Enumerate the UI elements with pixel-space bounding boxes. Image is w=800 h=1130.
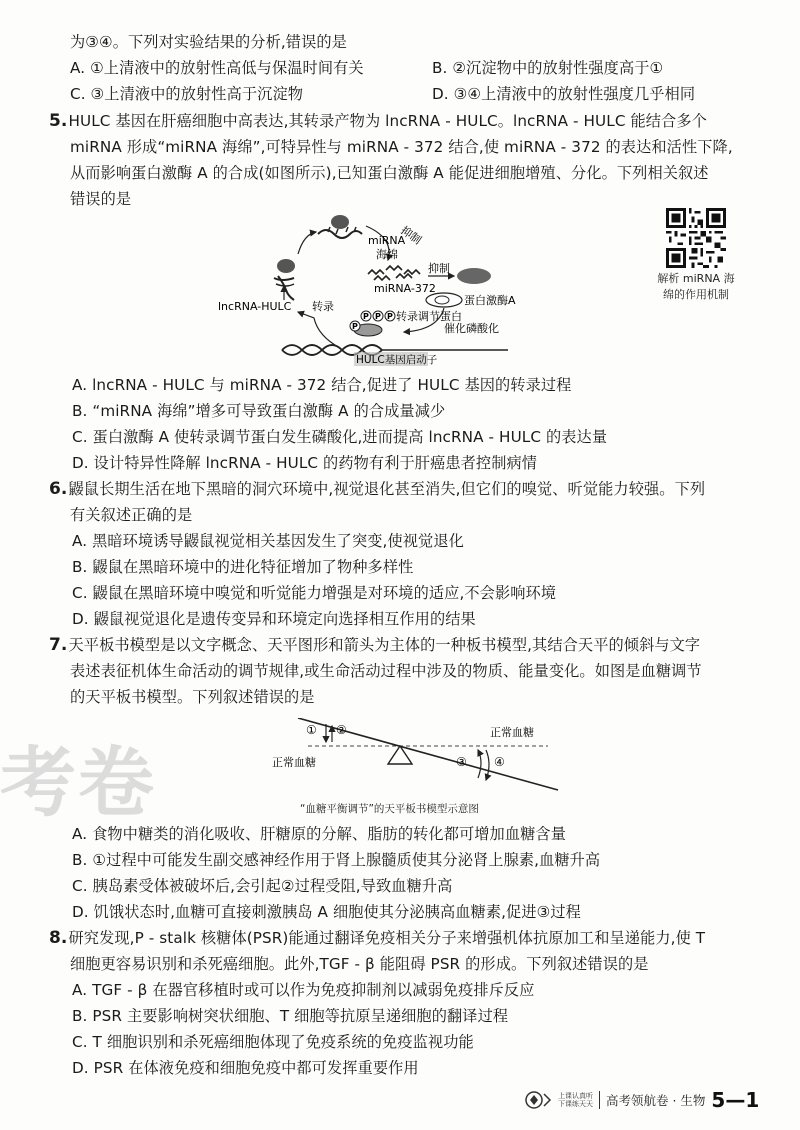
footer-slogan: 上课认真听 下课练天天 — [558, 1092, 593, 1108]
q5-option-d: D. 设计特异性降解 lncRNA - HULC 的药物有利于肝癌患者控制病情 — [72, 454, 538, 472]
fig-promoter-label: HULC基因启动子 — [356, 354, 438, 366]
publisher-logo-icon — [520, 1089, 558, 1111]
q6-number: 6. — [49, 479, 68, 499]
q6-stem-line-1: 6.鼹鼠长期生活在地下黑暗的洞穴环境中,视觉退化甚至消失,但它们的嗅觉、听觉能力较强。下列 — [49, 479, 706, 499]
q6-option-b: B. 鼹鼠在黑暗环境中的进化特征增加了物种多样性 — [72, 558, 414, 576]
mirna-sponge-diagram — [218, 208, 518, 368]
q4-option-a: A. ①上清液中的放射性高低与保温时间有关 — [70, 59, 364, 77]
q8-option-d: D. PSR 在体液免疫和细胞免疫中都可发挥重要作用 — [72, 1059, 419, 1077]
footer-divider — [599, 1091, 600, 1109]
fig-kinase-label: 蛋白激酶A — [464, 294, 516, 307]
q7-option-a: A. 食物中糖类的消化吸收、肝糖原的分解、脂肪的转化都可增加血糖含量 — [72, 825, 566, 843]
svg-text:P: P — [387, 312, 393, 321]
fig-lnc-label: lncRNA-HULC — [218, 300, 292, 313]
q4-stem: 为③④。下列对实验结果的分析,错误的是 — [70, 33, 347, 51]
kinase-a-icon — [426, 293, 462, 307]
phosphate-group-icons — [361, 311, 395, 321]
mirna-372-cluster-icon — [368, 266, 420, 280]
q7-option-d: D. 饥饿状态时,血糖可直接刺激胰岛 A 细胞使其分泌胰高血糖素,促进③过程 — [72, 903, 581, 921]
q4-option-d: D. ③④上清液中的放射性强度几乎相同 — [432, 85, 696, 103]
q5-number: 5. — [49, 111, 68, 131]
svg-text:P: P — [363, 312, 369, 321]
q6-option-a: A. 黑暗环境诱导鼹鼠视觉相关基因发生了突变,使视觉退化 — [72, 532, 464, 550]
q5-option-a: A. lncRNA - HULC 与 miRNA - 372 结合,促进了 HULC 基因的转录过程 — [72, 376, 572, 394]
q8-option-b: B. PSR 主要影响树突状细胞、T 细胞等抗原呈递细胞的翻译过程 — [72, 1007, 509, 1025]
q6-stem-line-2: 有关叙述正确的是 — [70, 506, 193, 524]
q8-stem-line-2: 细胞更容易识别和杀死癌细胞。此外,TGF - β 能阻碍 PSR 的形成。下列叙述错误的是 — [70, 955, 649, 973]
svg-text:P: P — [375, 312, 381, 321]
balance-left-label: 正常血糖 — [272, 756, 316, 769]
q8-number: 8. — [49, 928, 68, 948]
q8-option-a: A. TGF - β 在器官移植时或可以作为免疫抑制剂以减弱免疫排斥反应 — [72, 981, 535, 999]
q7-option-b: B. ①过程中可能发生副交感神经作用于肾上腺髓质使其分泌肾上腺素,血糖升高 — [72, 851, 601, 869]
q7-option-c: C. 胰岛素受体被破坏后,会引起②过程受阻,导致血糖升高 — [72, 877, 453, 895]
footer-title: 高考领航卷 · 生物 — [606, 1093, 706, 1108]
balance-arrow-1: ① — [306, 723, 317, 737]
q5-stem-line-4: 错误的是 — [70, 190, 132, 208]
q5-option-c: C. 蛋白激酶 A 使转录调节蛋白发生磷酸化,进而提高 lncRNA - HULC 的表达量 — [72, 428, 608, 446]
q5-stem-line-1: 5.HULC 基因在肝癌细胞中高表达,其转录产物为 lncRNA - HULC。lncRNA - HULC 能结合多个 — [49, 111, 707, 131]
q4-option-c: C. ③上清液中的放射性高于沉淀物 — [70, 85, 304, 103]
balance-arrow-4: ④ — [494, 755, 505, 769]
qr-code-icon[interactable] — [666, 208, 726, 268]
q5-stem-line-2: miRNA 形成“miRNA 海绵”,可特异性与 miRNA - 372 结合,使 miRNA - 372 的表达和活性下降, — [70, 138, 733, 156]
page-number: 5—1 — [711, 1088, 760, 1112]
fig-phos-label: 催化磷酸化 — [444, 322, 499, 335]
q8-option-c: C. T 细胞识别和杀死癌细胞体现了免疫系统的免疫监视功能 — [72, 1033, 474, 1051]
fig-inhibit-top: 抑制 — [398, 223, 424, 248]
fig-reg-protein: 转录调节蛋白 — [396, 310, 462, 323]
q7-stem-line-3: 的天平板书模型。下列叙述错误的是 — [70, 688, 315, 706]
balance-arrow-3: ③ — [456, 755, 467, 769]
balance-model-diagram — [268, 718, 568, 808]
q7-number: 7. — [49, 635, 68, 655]
fig-sponge-word: 海绵 — [376, 248, 398, 261]
balance-caption: “血糖平衡调节”的天平板书模型示意图 — [300, 803, 479, 815]
balance-right-label: 正常血糖 — [490, 726, 534, 739]
q6-option-c: C. 鼹鼠在黑暗环境中嗅觉和听觉能力增强是对环境的适应,不会影响环境 — [72, 584, 557, 602]
q8-stem-line-1: 8.研究发现,P - stalk 核糖体(PSR)能通过翻译免疫相关分子来增强机体抗原加工和呈递能力,使 T — [49, 928, 706, 948]
watermark: 考卷 — [0, 738, 156, 827]
page-footer — [520, 1088, 759, 1112]
sponge-top-icon — [318, 215, 362, 238]
fig-transcription-label: 转录 — [312, 300, 334, 313]
q7-stem-line-2: 表述表征机体生命活动的调节规律,或生命活动过程中涉及的物质、能量变化。如图是血糖调节 — [70, 662, 702, 680]
q5-option-b: B. “miRNA 海绵”增多可导致蛋白激酶 A 的合成量减少 — [72, 402, 446, 420]
q5-stem-line-3: 从而影响蛋白激酶 A 的合成(如图所示),已知蛋白激酶 A 能促进细胞增殖、分化。下列相关叙述 — [70, 164, 709, 182]
q4-option-b: B. ②沉淀物中的放射性强度高于① — [432, 59, 664, 77]
balance-arrow-2: ② — [336, 723, 347, 737]
q6-option-d: D. 鼹鼠视觉退化是遗传变异和环境定向选择相互作用的结果 — [72, 610, 476, 628]
fig-mirna-372: miRNA-372 — [374, 282, 436, 295]
svg-text:P: P — [352, 322, 358, 331]
ribosome-icon — [457, 268, 491, 284]
fig-sponge-label: miRNA — [368, 234, 406, 247]
q7-stem-line-1: 7.天平板书模型是以文字概念、天平图形和箭头为主体的一种板书模型,其结合天平的倾斜与文字 — [49, 635, 701, 655]
qr-caption: 解析 miRNA 海绵的作用机制 — [657, 272, 735, 301]
fig-inhibit-mid: 抑制 — [428, 262, 450, 275]
